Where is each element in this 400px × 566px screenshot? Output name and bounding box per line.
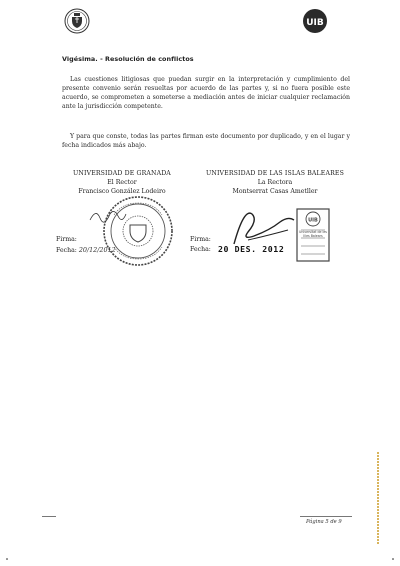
clause-number: Vigésima. <box>62 55 98 63</box>
right-fecha-date-stamp: 20 DES. 2012 <box>218 244 285 254</box>
left-fecha-label-text: Fecha: <box>56 247 77 254</box>
scan-dot-bottom-left <box>6 558 8 560</box>
svg-text:UIB: UIB <box>308 217 318 224</box>
ugr-logo <box>64 8 90 34</box>
left-signature <box>88 206 128 226</box>
footer-rule-right <box>300 516 352 517</box>
left-university-name: UNIVERSIDAD DE GRANADA <box>73 170 171 177</box>
right-university-name: UNIVERSIDAD DE LAS ISLAS BALEARES <box>206 170 344 177</box>
ugr-seal-stamp <box>100 193 176 269</box>
clause-title: - Resolución de conflictos <box>100 55 194 63</box>
right-firma-label: Firma: <box>190 236 211 243</box>
left-person-name: Francisco González Lodeiro <box>78 188 166 195</box>
left-fecha-value: 20/12/2012 <box>78 246 116 254</box>
paragraph-conflicts: Las cuestiones litigiosas que puedan surgir en la interpretación y cumplimiento del presente convenio serán resueltas por acuerdo de las partes y, si no fuera posible este acuerdo, se comprometen a someterse a mediación antes de iniciar cualquier reclamación ante la jurisdicción competente. <box>62 76 350 111</box>
right-fecha-label: Fecha: <box>190 246 211 253</box>
svg-text:UIB: UIB <box>306 18 324 28</box>
clause-heading <box>62 55 194 63</box>
uib-stamp-text: Universitat de les Illes Balears <box>299 230 327 238</box>
side-barcode-strip <box>377 452 379 544</box>
paragraph-closing: Y para que conste, todas las partes firman este documento por duplicado, y en el lugar y fecha indicados más abajo. <box>62 133 350 150</box>
right-role: La Rectora <box>257 179 293 186</box>
footer-rule-left <box>42 516 56 517</box>
right-signature <box>228 200 298 250</box>
scan-dot-bottom-right <box>392 558 394 560</box>
uib-logo <box>302 8 328 34</box>
page-number: Página 5 de 9 <box>306 519 342 525</box>
left-role: El Rector <box>107 179 137 186</box>
left-firma-label: Firma: <box>56 236 77 243</box>
right-person-name: Montserrat Casas Ametller <box>232 188 318 195</box>
left-fecha-label <box>56 246 116 254</box>
